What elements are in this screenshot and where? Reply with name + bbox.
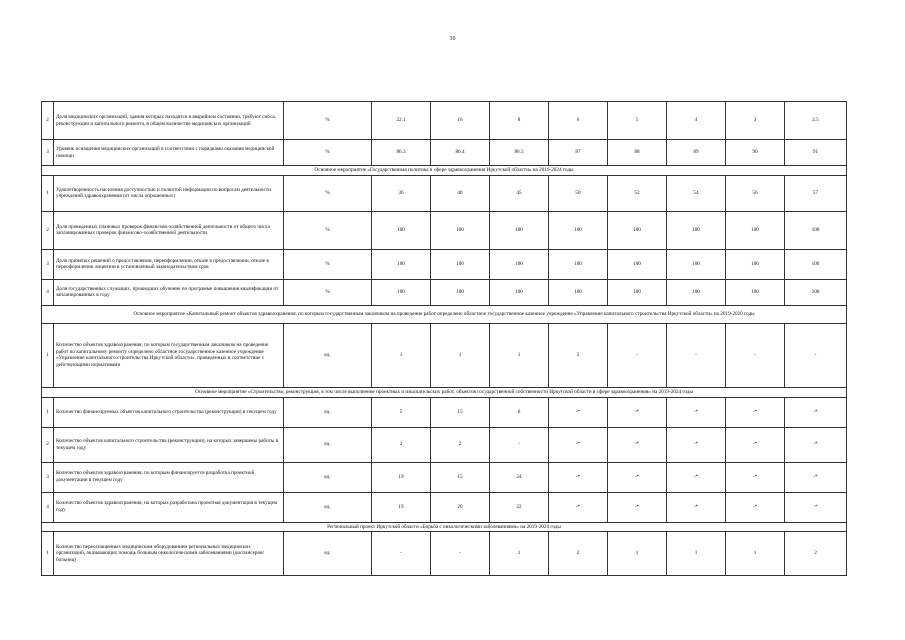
value-cell: -* (608, 492, 667, 522)
row-number: 1 (42, 323, 54, 387)
value-cell: 2 (372, 427, 431, 462)
row-number: 1 (42, 175, 54, 211)
value-cell: -* (785, 492, 847, 522)
value-cell: 100 (667, 279, 726, 305)
section-title: Основное мероприятие «Капитальный ремонт объектов здравоохранения, по которым государственным заказчиком на проведение работ определено областное государственное казенное учреждение «Управление капитального строительства Иркутской области» на 2019-2020 годы (42, 305, 847, 323)
row-number: 2 (42, 427, 54, 462)
unit-cell: % (284, 211, 372, 249)
value-cell: 100 (667, 211, 726, 249)
value-cell: 8 (490, 102, 549, 140)
table-row (42, 140, 847, 166)
table-row (42, 427, 847, 462)
value-cell: 20 (431, 492, 490, 522)
unit-cell: % (284, 140, 372, 166)
value-cell: 1 (726, 532, 785, 576)
value-cell: -* (667, 427, 726, 462)
value-cell: 100 (608, 249, 667, 279)
value-cell: - (785, 323, 847, 387)
section-header-row (42, 166, 847, 176)
value-cell: 86.3 (372, 140, 431, 166)
indicator-name: Количество финансируемых объектов капитального строительства (реконструкции) в текущем году (54, 397, 284, 427)
value-cell: 100 (549, 211, 608, 249)
indicator-name: Количество объектов здравоохранения, по которым государственным заказчиком на проведение работ по капитальному ремонту определено областное государственное казенное учреждение «Управление капитального строительства Иркутской области», приведенных в соответствие с действующими нормативами (54, 323, 284, 387)
value-cell: 100 (608, 279, 667, 305)
value-cell: - (726, 323, 785, 387)
value-cell: 100 (608, 211, 667, 249)
value-cell: 100 (431, 211, 490, 249)
unit-cell: ед. (284, 323, 372, 387)
section-title: Основное мероприятие «Государственная политика в сфере здравоохранения Иркутской области» на 2019-2024 годы (42, 166, 847, 176)
value-cell: 89 (667, 140, 726, 166)
value-cell: -* (785, 462, 847, 492)
value-cell: 57 (785, 175, 847, 211)
indicator-name: Количество объектов здравоохранения, на которых разработана проектная документация в текущем году (54, 492, 284, 522)
value-cell: 36 (372, 175, 431, 211)
value-cell: 100 (431, 279, 490, 305)
unit-cell: % (284, 102, 372, 140)
indicator-name: Доля медицинских организаций, здания которых находятся в аварийном состоянии, требуют сноса, реконструкции и капитального ремонта, в общем количестве медицинских организаций (54, 102, 284, 140)
value-cell: 100 (372, 211, 431, 249)
indicator-name: Уровень оснащения медицинских организаций в соответствии с порядками оказания медицинской помощи (54, 140, 284, 166)
indicator-name: Количество объектов капитального строительства (реконструкции), на которых завершены работы в текущем году (54, 427, 284, 462)
value-cell: - (608, 323, 667, 387)
row-number: 4 (42, 492, 54, 522)
value-cell: 22.1 (372, 102, 431, 140)
value-cell: 3 (726, 102, 785, 140)
value-cell: 86.4 (431, 140, 490, 166)
value-cell: 2 (549, 532, 608, 576)
value-cell: 100 (726, 249, 785, 279)
value-cell: -* (726, 427, 785, 462)
value-cell: 1 (667, 532, 726, 576)
value-cell: 100 (785, 279, 847, 305)
page-number: 10 (449, 36, 456, 42)
value-cell: 100 (549, 249, 608, 279)
value-cell: 100 (490, 279, 549, 305)
value-cell: 19 (372, 492, 431, 522)
table-row (42, 175, 847, 211)
unit-cell: % (284, 249, 372, 279)
value-cell: 5 (372, 397, 431, 427)
value-cell: 100 (726, 211, 785, 249)
table-row (42, 102, 847, 140)
unit-cell: % (284, 279, 372, 305)
value-cell: 100 (372, 279, 431, 305)
row-number: 2 (42, 102, 54, 140)
indicator-name: Количество объектов здравоохранения, по которым финансируется разработка проектной документации в текущем году (54, 462, 284, 492)
value-cell: -* (549, 427, 608, 462)
table-row (42, 532, 847, 576)
value-cell: 100 (372, 249, 431, 279)
value-cell: 100 (726, 279, 785, 305)
value-cell: 100 (785, 211, 847, 249)
value-cell: 100 (490, 249, 549, 279)
value-cell: 50 (549, 175, 608, 211)
unit-cell: ед. (284, 462, 372, 492)
value-cell: 100 (785, 249, 847, 279)
value-cell: 56 (726, 175, 785, 211)
value-cell: 1 (490, 532, 549, 576)
value-cell: -* (549, 397, 608, 427)
row-number: 3 (42, 140, 54, 166)
value-cell: 16 (431, 102, 490, 140)
value-cell: 100 (490, 211, 549, 249)
value-cell: 1 (490, 323, 549, 387)
value-cell: - (431, 532, 490, 576)
value-cell: 45 (490, 175, 549, 211)
value-cell: 100 (667, 249, 726, 279)
value-cell: -* (726, 492, 785, 522)
value-cell: -* (667, 397, 726, 427)
section-header-row (42, 305, 847, 323)
value-cell: 2 (549, 323, 608, 387)
table-row (42, 279, 847, 305)
value-cell: -* (549, 462, 608, 492)
value-cell: 100 (549, 279, 608, 305)
value-cell: 22 (490, 492, 549, 522)
value-cell: 2 (785, 532, 847, 576)
value-cell: 90 (726, 140, 785, 166)
unit-cell: ед. (284, 492, 372, 522)
unit-cell: ед. (284, 397, 372, 427)
value-cell: 100 (431, 249, 490, 279)
value-cell: -* (608, 462, 667, 492)
value-cell: 87 (549, 140, 608, 166)
indicators-table (41, 101, 847, 576)
table-row (42, 492, 847, 522)
value-cell: 4 (667, 102, 726, 140)
value-cell: - (667, 323, 726, 387)
table-row (42, 211, 847, 249)
value-cell: -* (608, 397, 667, 427)
value-cell: -* (726, 397, 785, 427)
row-number: 4 (42, 279, 54, 305)
value-cell: -* (667, 492, 726, 522)
value-cell: -* (785, 427, 847, 462)
section-title: Основное мероприятие «Строительство, реконструкция, в том числе выполнение проектных и изыскательских работ, объектов государственной собственности Иркутской области в сфере здравоохранения» на 2019-2024 годы (42, 387, 847, 397)
section-header-row (42, 387, 847, 397)
value-cell: - (490, 427, 549, 462)
unit-cell: ед. (284, 427, 372, 462)
value-cell: 88 (608, 140, 667, 166)
value-cell: 2 (431, 427, 490, 462)
value-cell: 15 (431, 397, 490, 427)
value-cell: -* (608, 427, 667, 462)
value-cell: - (372, 532, 431, 576)
value-cell: 40 (431, 175, 490, 211)
value-cell: 1 (608, 532, 667, 576)
section-header-row (42, 522, 847, 532)
value-cell: 24 (490, 462, 549, 492)
value-cell: 54 (667, 175, 726, 211)
unit-cell: % (284, 175, 372, 211)
table-row (42, 323, 847, 387)
table-row (42, 249, 847, 279)
value-cell: 1 (431, 323, 490, 387)
indicator-name: Доля принятых решений о предоставлении, переоформлении, отказе в предоставлении, отказе в переоформлении лицензии в установленный законодательством срок (54, 249, 284, 279)
value-cell: 6 (549, 102, 608, 140)
value-cell: -* (667, 462, 726, 492)
value-cell: 86.5 (490, 140, 549, 166)
row-number: 2 (42, 211, 54, 249)
value-cell: 52 (608, 175, 667, 211)
row-number: 1 (42, 532, 54, 576)
value-cell: 5 (608, 102, 667, 140)
value-cell: 2.5 (785, 102, 847, 140)
value-cell: 6 (490, 397, 549, 427)
unit-cell: ед. (284, 532, 372, 576)
indicator-name: Доля государственных служащих, прошедших обучение по программе повышения квалификации от запланированных в году (54, 279, 284, 305)
row-number: 3 (42, 249, 54, 279)
table-row (42, 397, 847, 427)
value-cell: -* (785, 397, 847, 427)
value-cell: 1 (372, 323, 431, 387)
value-cell: 15 (431, 462, 490, 492)
value-cell: 91 (785, 140, 847, 166)
value-cell: 19 (372, 462, 431, 492)
indicator-name: Количество переоснащенных медицинским оборудованием региональных медицинских организаций, оказывающих помощь больным онкологическими заболеваниями (диспансеров/больниц) (54, 532, 284, 576)
row-number: 1 (42, 397, 54, 427)
section-title: Региональный проект Иркутской области «Борьба с онкологическими заболеваниями» на 2019-2024 годы (42, 522, 847, 532)
value-cell: -* (549, 492, 608, 522)
row-number: 3 (42, 462, 54, 492)
indicator-name: Доля проведенных плановых проверок финансово-хозяйственной деятельности от общего числа запланированных проверок финансово-хозяйственной деятельности (54, 211, 284, 249)
value-cell: -* (726, 462, 785, 492)
table-row (42, 462, 847, 492)
indicator-name: Удовлетворенность населения доступностью и полнотой информации по вопросам деятельности учреждений здравоохранения (от числа опрошенных) (54, 175, 284, 211)
